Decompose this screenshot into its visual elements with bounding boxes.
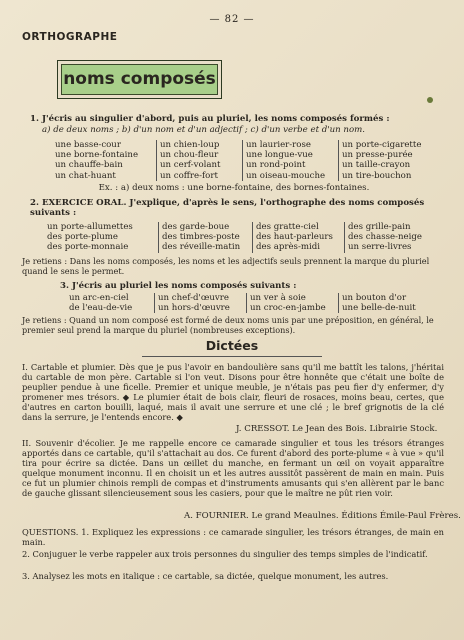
list-item: un coffre-fort (160, 170, 218, 181)
divider (142, 356, 322, 357)
ex2-col-3 (252, 222, 346, 253)
list-item: un chauffe-bain (55, 160, 123, 171)
list-item: des chasse-neige (348, 232, 422, 243)
list-item: de l'eau-de-vie (69, 303, 133, 314)
list-item: un serre-livres (348, 242, 412, 253)
list-item: une borne-fontaine (55, 150, 139, 161)
list-item: des timbres-poste (162, 232, 240, 243)
list-item: un cerf-volant (160, 160, 221, 171)
list-item: des garde-boue (162, 222, 230, 232)
ink-dot (427, 97, 433, 103)
list-item: des après-midi (256, 242, 321, 253)
dictee-1-source: J. CRESSOT. Le Jean des Bois. Librairie Stock. (236, 424, 438, 434)
ex2-instruction: 2. EXERCICE ORAL. J'explique, d'après le sens, l'orthographe des noms composés suivants : (30, 198, 425, 219)
list-item: un chien-loup (160, 140, 220, 150)
ex3-instruction: 3. J'écris au pluriel les noms composés suivants : (60, 281, 297, 291)
list-item: un tire-bouchon (342, 170, 412, 181)
list-item: une longue-vue (246, 150, 313, 161)
ex1-col-1 (52, 140, 155, 181)
ex1-subinstruction: a) de deux noms ; b) d'un nom et d'un adjectif ; c) d'un verbe et d'un nom. (42, 125, 366, 135)
ex3-col-3 (246, 293, 340, 313)
question-1: QUESTIONS. 1. Expliquez les expressions : ce camarade singulier, les trésors étranges, de main en main. (22, 527, 444, 547)
list-item: une basse-cour (55, 140, 121, 150)
ex1-col-2 (156, 140, 240, 181)
page-number: — 82 — (209, 14, 255, 25)
question-2: 2. Conjuguer le verbe rappeler aux trois personnes du singulier des temps simples de l'indicatif. (22, 549, 428, 559)
list-item: un arc-en-ciel (69, 293, 129, 303)
ex1-col-4 (338, 140, 442, 181)
ex2-col-4 (344, 222, 448, 253)
list-item: un laurier-rose (246, 140, 311, 150)
list-item: un presse-purée (342, 150, 413, 161)
list-item: un porte-cigarette (342, 140, 422, 150)
ex2-col-1 (44, 222, 157, 253)
list-item: un chou-fleur (160, 150, 219, 161)
ex3-col-1 (66, 293, 153, 313)
dictees-title: Dictées (205, 338, 259, 353)
list-item: un chef-d'œuvre (158, 293, 229, 303)
page-title: noms composés (61, 64, 218, 95)
list-item: une belle-de-nuit (342, 303, 416, 314)
question-3: 3. Analysez les mots en italique : ce cartable, sa dictée, quelque monument, les autres. (22, 571, 389, 581)
list-item: un hors-d'œuvre (158, 303, 230, 314)
list-item: un bouton d'or (342, 293, 407, 303)
list-item: des gratte-ciel (256, 222, 319, 232)
list-item: des réveille-matin (162, 242, 241, 253)
ex1-instruction: 1. J'écris au singulier d'abord, puis au pluriel, les noms composés formés : (30, 114, 390, 124)
list-item: des porte-plume (47, 232, 118, 243)
ex3-col-2 (154, 293, 248, 313)
list-item: un taille-crayon (342, 160, 411, 171)
list-item: un oiseau-mouche (246, 170, 326, 181)
list-item: un croc-en-jambe (250, 303, 326, 314)
list-item: un rond-point (246, 160, 306, 171)
ex3-col-4 (338, 293, 438, 313)
list-item: un porte-allumettes (47, 222, 133, 232)
list-item: un ver à soie (250, 293, 306, 303)
list-item: des haut-parleurs (256, 232, 333, 243)
dictee-1: I. Cartable et plumier. Dès que je pus l'avoir en bandoulière sans qu'il me battît les talons, j'héritai du cartable de mon père. Cartable si l'on veut. Disons pour être honnête que c'était une boîte de peuplier pendue à une ficelle. Premier et unique meuble, je n'étais pas peu fier d'y enfermer, d'y promener mes trésors. ◆ Le plumier était de bois clair, fleuri de rosaces, moins beau, certes, que d'autres en carton bouilli, laqué, mais il avait une serrure et une clé ; le bref grignotis de la clé dans la serrure, je l'entends encore. ◆ (22, 362, 444, 422)
section-heading: ORTHOGRAPHE (22, 31, 118, 43)
dictee-2: II. Souvenir d'écolier. Je me rappelle encore ce camarade singulier et tous les trésors étranges apportés dans ce cartable, qu'il s'attachait au dos. Ce furent d'abord des porte-plume « à vue » qu'il tira pour écrire sa dictée. Dans un œillet du manche, en fermant un œil on voyait apparaître quelque monument inconnu. Il en choisit un et les autres aussitôt passèrent de main en main. Puis ce fut un plumier chinois rempli de compas et d'instruments amusants qui s'en allèrent par le banc de gauche glissant silencieusement sous les casiers, pour que le maître ne pût rien voir. (22, 438, 444, 498)
list-item: des porte-monnaie (47, 242, 129, 253)
ex1-example: Ex. : a) deux noms : une borne-fontaine, des bornes-fontaines. (98, 183, 370, 193)
ex3-retiens: Je retiens : Quand un nom composé est formé de deux noms unis par une préposition, en général, le premier seul prend la marque du pluriel (nombreuses exceptions). (22, 315, 434, 335)
ex2-retiens: Je retiens : Dans les noms composés, les noms et les adjectifs seuls prennent la marque du pluriel quand le sens le permet. (22, 256, 430, 277)
list-item: des grille-pain (348, 222, 411, 232)
list-item: un chat-huant (55, 170, 116, 181)
dictee-2-source: A. FOURNIER. Le grand Meaulnes. Éditions Émile-Paul Frères. (184, 511, 461, 521)
ex1-col-3 (242, 140, 336, 181)
title-box (57, 60, 222, 99)
ex2-col-2 (158, 222, 254, 253)
